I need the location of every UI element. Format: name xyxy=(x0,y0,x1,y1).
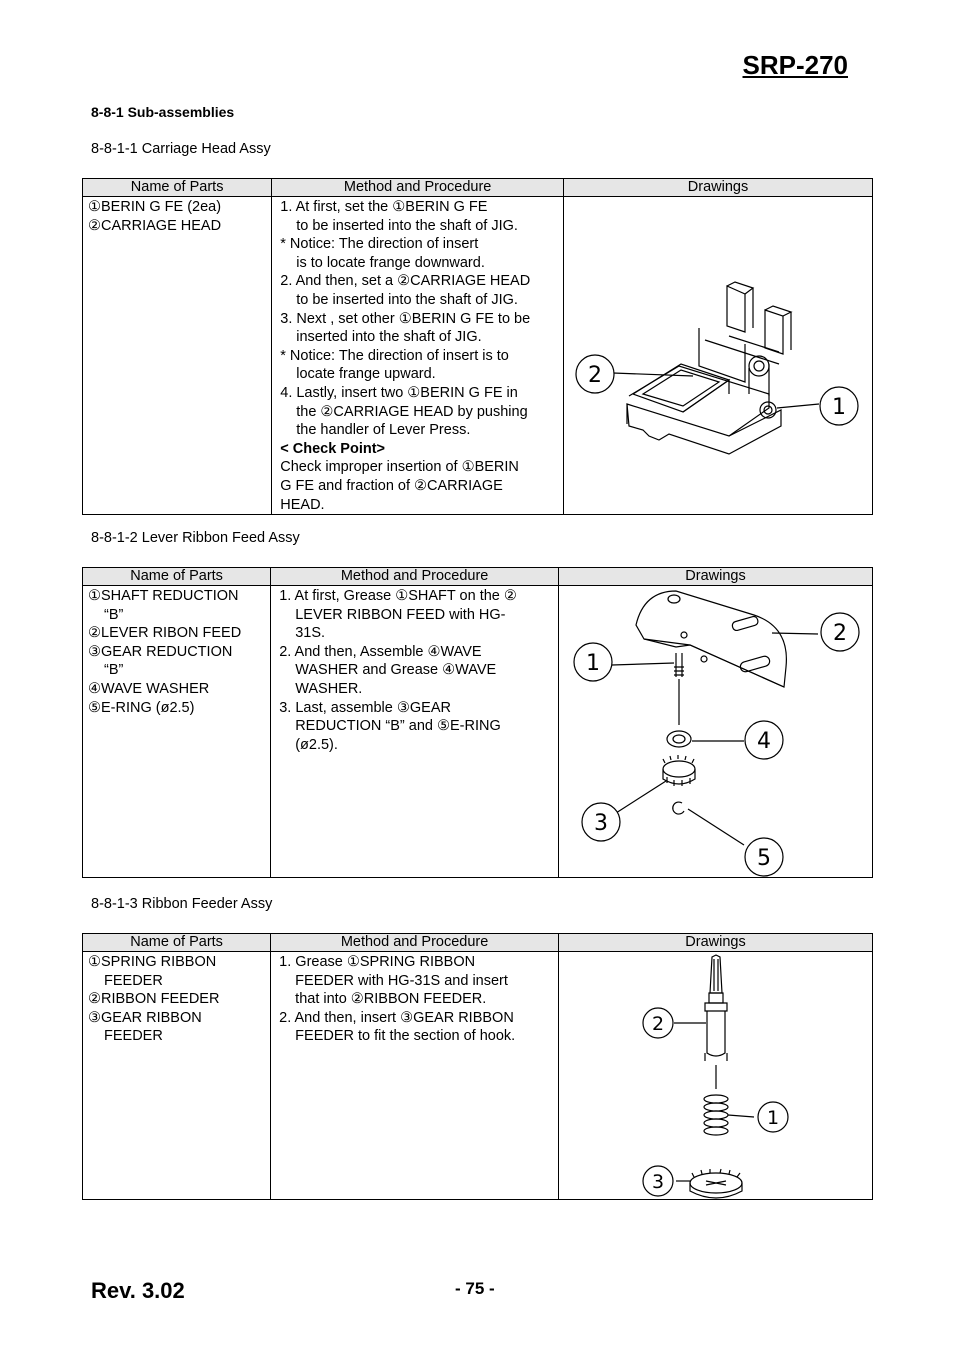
svg-text:4: 4 xyxy=(756,729,771,754)
step-line: 3. Last, assemble ③GEAR xyxy=(279,699,451,716)
svg-text:1: 1 xyxy=(766,1107,780,1129)
step-line: 1. At first, Grease ①SHAFT on the ② xyxy=(279,588,517,604)
col-header-drawings: Drawings xyxy=(563,179,872,197)
step-line: LEVER RIBBON FEED with HG- xyxy=(295,606,506,623)
step-line: 2. And then, insert ③GEAR RIBBON xyxy=(279,1009,514,1026)
step-line: (ø2.5). xyxy=(295,736,338,753)
drawing-cell xyxy=(558,952,872,1200)
ribbon-feeder-drawing xyxy=(564,953,869,1199)
col-header-method: Method and Procedure xyxy=(271,934,559,952)
svg-text:2: 2 xyxy=(587,363,602,388)
table-row xyxy=(83,197,873,515)
part-item: ①SPRING RIBBON xyxy=(88,954,217,970)
step-line: inserted into the shaft of JIG. xyxy=(296,329,482,346)
step-line: 31S. xyxy=(295,625,326,642)
carriage-head-table xyxy=(82,178,873,515)
col-header-method: Method and Procedure xyxy=(271,568,559,586)
step-line: FEEDER to fit the section of hook. xyxy=(295,1028,516,1045)
procedure-cell xyxy=(272,197,564,515)
step-line: 2. And then, set a ②CARRIAGE HEAD xyxy=(280,273,531,290)
step-line: is to locate frange downward. xyxy=(296,254,485,271)
step-line: the handler of Lever Press. xyxy=(296,422,471,439)
part-item: ⑤E-RING (ø2.5) xyxy=(88,699,195,716)
step-line: WASHER. xyxy=(295,680,363,697)
col-header-name: Name of Parts xyxy=(83,179,272,197)
parts-cell xyxy=(83,586,271,878)
callout-1 xyxy=(574,643,612,681)
table-header-row xyxy=(83,568,873,586)
part-item: FEEDER xyxy=(104,972,163,989)
svg-text:3: 3 xyxy=(651,1171,665,1193)
table-row xyxy=(83,952,873,1200)
col-header-method: Method and Procedure xyxy=(272,179,564,197)
procedure-cell xyxy=(271,586,559,878)
drawing-cell xyxy=(563,197,872,515)
col-header-name: Name of Parts xyxy=(83,934,271,952)
part-item: ②CARRIAGE HEAD xyxy=(88,217,222,234)
step-line: to be inserted into the shaft of JIG. xyxy=(296,217,518,234)
ribbon-feeder-table xyxy=(82,933,873,1200)
step-line: REDUCTION “B” and ⑤E-RING xyxy=(295,718,501,735)
part-item: FEEDER xyxy=(104,1028,163,1045)
step-line: to be inserted into the shaft of JIG. xyxy=(296,291,518,308)
section-title: 8-8-1 Sub-assemblies xyxy=(91,104,235,120)
svg-text:1: 1 xyxy=(585,651,600,676)
callout-2 xyxy=(576,355,614,393)
callout-3 xyxy=(582,803,620,841)
callout-2 xyxy=(643,1008,673,1038)
procedure-cell xyxy=(271,952,559,1200)
callout-5 xyxy=(745,838,783,876)
part-item: ③GEAR REDUCTION xyxy=(88,643,233,660)
table-row xyxy=(83,586,873,878)
step-line: HEAD. xyxy=(280,496,325,513)
step-line: 3. Next , set other ①BERIN G FE to be xyxy=(280,310,531,327)
table-header-row xyxy=(83,179,873,197)
table2-subtitle: 8-8-1-2 Lever Ribbon Feed Assy xyxy=(91,530,300,546)
step-line: 1. Grease ①SPRING RIBBON xyxy=(279,954,476,970)
step-line: Check improper insertion of ①BERIN xyxy=(280,459,519,476)
svg-text:3: 3 xyxy=(593,811,608,836)
lever-ribbon-feed-drawing xyxy=(564,587,869,877)
svg-text:2: 2 xyxy=(832,621,847,646)
table-header-row xyxy=(83,934,873,952)
part-item: ①SHAFT REDUCTION xyxy=(88,588,239,604)
step-line: 4. Lastly, insert two ①BERIN G FE in xyxy=(280,384,518,401)
svg-text:1: 1 xyxy=(831,395,846,420)
page-number: - 75 - xyxy=(455,1279,495,1298)
drawing-cell xyxy=(558,586,872,878)
step-line: G FE and fraction of ②CARRIAGE xyxy=(280,477,503,494)
carriage-head-drawing xyxy=(569,198,869,510)
step-line: WASHER and Grease ④WAVE xyxy=(295,662,497,679)
step-line: 1. At first, set the ①BERIN G FE xyxy=(280,199,488,215)
step-line: the ②CARRIAGE HEAD by pushing xyxy=(296,403,528,420)
step-line: locate frange upward. xyxy=(296,366,436,383)
part-item: ④WAVE WASHER xyxy=(88,680,210,697)
svg-text:5: 5 xyxy=(756,846,771,871)
part-item: “B” xyxy=(104,662,124,679)
check-point-heading: < Check Point> xyxy=(280,440,386,457)
part-item: ②RIBBON FEEDER xyxy=(88,991,220,1008)
step-line: FEEDER with HG-31S and insert xyxy=(295,972,508,989)
part-item: ③GEAR RIBBON xyxy=(88,1009,202,1026)
part-item: “B” xyxy=(104,606,124,623)
parts-cell xyxy=(83,197,272,515)
callout-2 xyxy=(821,613,859,651)
step-line: 2. And then, Assemble ④WAVE xyxy=(279,643,482,660)
model-title: SRP-270 xyxy=(742,50,848,80)
col-header-drawings: Drawings xyxy=(558,934,872,952)
parts-cell xyxy=(83,952,271,1200)
callout-1 xyxy=(758,1102,788,1132)
callout-4 xyxy=(745,721,783,759)
col-header-drawings: Drawings xyxy=(558,568,872,586)
col-header-name: Name of Parts xyxy=(83,568,271,586)
part-item: ①BERIN G FE (2ea) xyxy=(88,199,222,215)
step-line: that into ②RIBBON FEEDER. xyxy=(295,991,487,1008)
svg-text:2: 2 xyxy=(651,1013,665,1035)
part-item: ②LEVER RIBON FEED xyxy=(88,625,242,642)
lever-ribbon-feed-table xyxy=(82,567,873,878)
step-line: * Notice: The direction of insert xyxy=(280,236,479,253)
callout-3 xyxy=(643,1166,673,1196)
step-line: * Notice: The direction of insert is to xyxy=(280,347,509,364)
callout-1 xyxy=(820,387,858,425)
table1-subtitle: 8-8-1-1 Carriage Head Assy xyxy=(91,141,271,157)
table3-subtitle: 8-8-1-3 Ribbon Feeder Assy xyxy=(91,896,273,912)
revision-label: Rev. 3.02 xyxy=(91,1278,185,1303)
